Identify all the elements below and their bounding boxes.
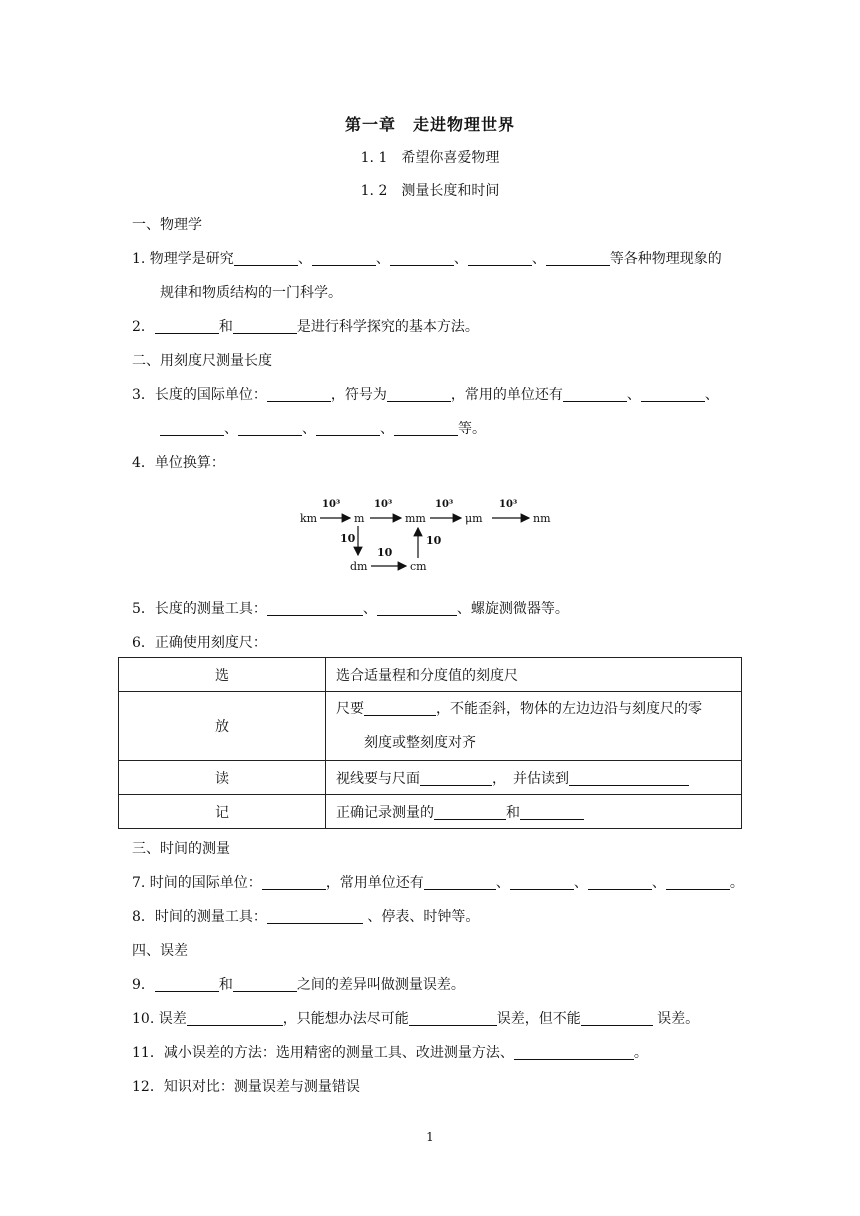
q7-text: 7. 时间的国际单位： [132, 875, 262, 891]
q7-text-mid: ，常用单位还有 [325, 875, 424, 891]
question-12: 12．知识对比：测量误差与测量错误 [132, 1079, 360, 1095]
question-9 [132, 974, 465, 994]
factor-cm-mm: 10 [426, 534, 442, 547]
q5-text-end: 、螺旋测微器等。 [456, 601, 569, 617]
blank[interactable] [510, 875, 574, 890]
heading-length: 二、用刻度尺测量长度 [132, 353, 272, 369]
factor-m-mm: 10³ [374, 499, 393, 510]
unit-nm: nm [533, 512, 551, 525]
blank[interactable] [267, 909, 363, 924]
question-7 [132, 872, 744, 892]
blank[interactable] [641, 387, 705, 402]
blank[interactable] [588, 875, 652, 890]
factor-km-m: 10³ [322, 499, 341, 510]
factor-um-nm: 10³ [499, 499, 518, 510]
separator: 、 [375, 251, 390, 267]
blank[interactable] [546, 251, 610, 266]
separator: 、 [531, 251, 546, 267]
q1-text-end: 等各种物理现象的 [609, 251, 722, 267]
question-2 [132, 316, 479, 336]
blank[interactable] [316, 421, 380, 436]
unit-m: m [354, 512, 365, 525]
q2-text: 和 [218, 319, 233, 335]
row-key: 选 [119, 658, 326, 692]
separator: 、 [302, 421, 316, 437]
unit-cm: cm [410, 560, 427, 573]
blank[interactable] [234, 251, 298, 266]
blank[interactable] [424, 875, 496, 890]
q10-text-mid2: 误差，但不能 [496, 1011, 581, 1027]
q10-text: 10. 误差 [132, 1011, 187, 1027]
blank[interactable] [377, 601, 457, 616]
question-5 [132, 598, 569, 618]
blank[interactable] [434, 805, 506, 820]
question-6: 6．正确使用刻度尺： [132, 635, 267, 651]
blank[interactable] [267, 387, 331, 402]
heading-physics: 一、物理学 [132, 217, 202, 233]
q10-text-mid: ，只能想办法尽可能 [282, 1011, 409, 1027]
question-8 [132, 906, 479, 926]
row-key: 放 [119, 692, 326, 761]
table-row [119, 761, 742, 795]
q3-end: 等。 [458, 421, 486, 437]
blank[interactable] [155, 319, 219, 334]
cell-text-continued: 刻度或整刻度对齐 [364, 735, 476, 751]
unit-um: μm [465, 512, 483, 525]
row-key: 记 [119, 795, 326, 829]
chapter-title: 第一章 走进物理世界 [344, 115, 515, 134]
q9-number: 9． [132, 977, 155, 993]
unit-conversion-diagram [298, 494, 558, 580]
question-3-continued [160, 418, 486, 438]
question-1-continued: 规律和物质结构的一门科学。 [160, 285, 342, 301]
blank[interactable] [468, 251, 532, 266]
separator: 、 [380, 421, 394, 437]
blank[interactable] [563, 387, 627, 402]
q10-text-end: 误差。 [652, 1011, 700, 1027]
factor-mm-um: 10³ [435, 499, 454, 510]
factor-m-dm: 10 [340, 532, 356, 545]
separator: 、 [573, 875, 588, 891]
blank[interactable] [364, 701, 436, 716]
table-row [119, 658, 742, 692]
cell-text: 和 [506, 804, 520, 821]
blank[interactable] [233, 977, 297, 992]
q9-text: 和 [218, 977, 233, 993]
blank[interactable] [387, 387, 451, 402]
blank[interactable] [312, 251, 376, 266]
q9-text-end: 之间的差异叫做测量误差。 [296, 977, 465, 993]
separator: 、 [704, 387, 719, 403]
blank[interactable] [390, 251, 454, 266]
q7-end: 。 [729, 875, 744, 891]
section-1-1-title: 1. 1 希望你喜爱物理 [360, 150, 500, 166]
separator: 、 [495, 875, 510, 891]
blank[interactable] [666, 875, 730, 890]
q3-text-mid: ，符号为 [330, 387, 387, 403]
heading-time: 三、时间的测量 [132, 841, 230, 857]
unit-km: km [300, 512, 318, 525]
q2-text-end: 是进行科学探究的基本方法。 [296, 319, 479, 335]
blank[interactable] [394, 421, 458, 436]
blank[interactable] [155, 977, 219, 992]
blank[interactable] [267, 601, 363, 616]
cell-text: ，不能歪斜，物体的左边边沿与刻度尺的零 [436, 701, 702, 717]
question-10 [132, 1008, 699, 1028]
cell-text: 尺要 [336, 701, 364, 717]
section-1-2-title: 1. 2 测量长度和时间 [360, 183, 500, 199]
q11-end: 。 [633, 1045, 648, 1061]
blank[interactable] [581, 1011, 653, 1026]
table-row [119, 692, 742, 761]
q11-text: 11．减小误差的方法：选用精密的测量工具、改进测量方法、 [132, 1045, 514, 1061]
ruler-usage-table [118, 657, 742, 829]
blank[interactable] [187, 1011, 283, 1026]
blank[interactable] [409, 1011, 497, 1026]
row-value [326, 761, 742, 795]
separator: 、 [224, 421, 238, 437]
blank[interactable] [233, 319, 297, 334]
blank[interactable] [569, 771, 689, 786]
cell-text: ， 并估读到 [492, 770, 569, 787]
separator: 、 [297, 251, 312, 267]
q5-text: 5．长度的测量工具： [132, 601, 267, 617]
blank[interactable] [520, 805, 584, 820]
question-3 [132, 384, 719, 404]
row-value [326, 692, 742, 761]
cell-text: 正确记录测量的 [336, 804, 434, 821]
table-row [119, 795, 742, 829]
blank[interactable] [262, 875, 326, 890]
separator: 、 [651, 875, 666, 891]
blank[interactable] [420, 771, 492, 786]
q8-text-end: 、停表、时钟等。 [362, 909, 480, 925]
q3-text-mid2: ，常用的单位还有 [450, 387, 563, 403]
question-4: 4．单位换算： [132, 455, 225, 471]
blank[interactable] [514, 1045, 634, 1060]
blank[interactable] [160, 421, 224, 436]
separator: 、 [362, 601, 377, 617]
factor-dm-cm: 10 [377, 546, 393, 559]
row-value: 选合适量程和分度值的刻度尺 [326, 658, 742, 692]
blank[interactable] [238, 421, 302, 436]
q2-number: 2． [132, 319, 155, 335]
heading-error: 四、误差 [132, 943, 188, 959]
unit-dm: dm [350, 560, 368, 573]
q8-text: 8．时间的测量工具： [132, 909, 267, 925]
separator: 、 [453, 251, 468, 267]
q3-text: 3．长度的国际单位： [132, 387, 267, 403]
question-1 [132, 248, 722, 268]
separator: 、 [626, 387, 641, 403]
page-number: 1 [426, 1130, 434, 1144]
row-value [326, 795, 742, 829]
question-11 [132, 1042, 648, 1062]
cell-text: 视线要与尺面 [336, 770, 420, 787]
q1-text: 1. 物理学是研究 [132, 251, 234, 267]
row-key: 读 [119, 761, 326, 795]
unit-mm: mm [405, 512, 426, 525]
